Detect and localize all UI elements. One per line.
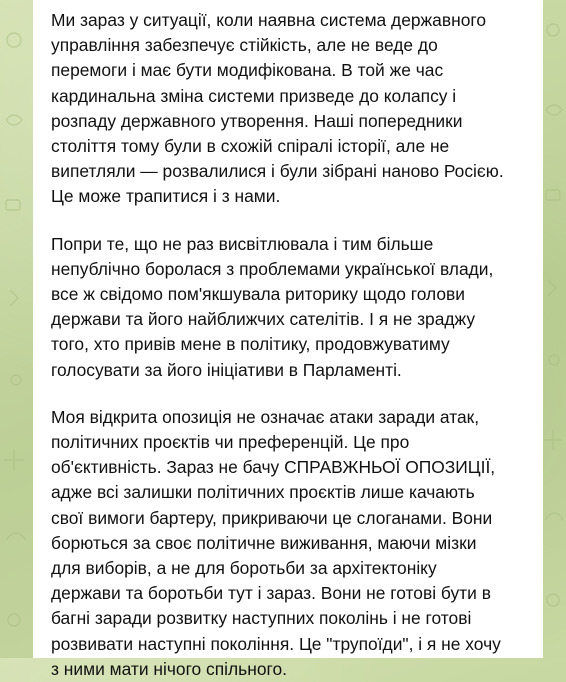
message-paragraph-2: Попри те, що не раз висвітлювала і тим більше непублічно боролася з проблемами української влади, все ж свідомо пом'якшувала риторику щодо голови держави та його найближчих сателітів. І я не зраджу того, хто привів мене в політику, продовжуватиму голосувати за його ініціативи в Парламенті.: [51, 233, 494, 380]
message-bubble: [33, 0, 543, 679]
message-paragraph-3: Моя відкрита опозиція не означає атаки заради атак, політичних проєктів чи преференцій. Це про об'єктивність. Зараз не бачу СПРАВЖНЬОЇ ОПОЗИЦІЇ, адже всі залишки політичних проєктів лише качають свої вимоги бартеру, прикриваючи це слоганами. Вони борються за своє політичне виживання, маючи мізки для виборів, а не для боротьби за архітектоніку держави та боротьби тут і зараз. Вони не готові бути в багні заради розвитку наступних поколінь і не готові розвивати наступні покоління. Це "трупоїди", і я не хочу з ними мати нічого спільного.: [51, 406, 501, 679]
message-paragraph-1: Ми зараз у ситуації, коли наявна система державного управління забезпечує стійкість, але не веде до перемоги і має бути модифікована. В той же час кардинальна зміна системи призведе до колапсу і розпаду державного утворення. Наші попередники століття тому були в схожій спіралі історії, але не випетляли — розвалилися і були зібрані наново Росією. Це може трапитися і з нами.: [51, 10, 504, 207]
